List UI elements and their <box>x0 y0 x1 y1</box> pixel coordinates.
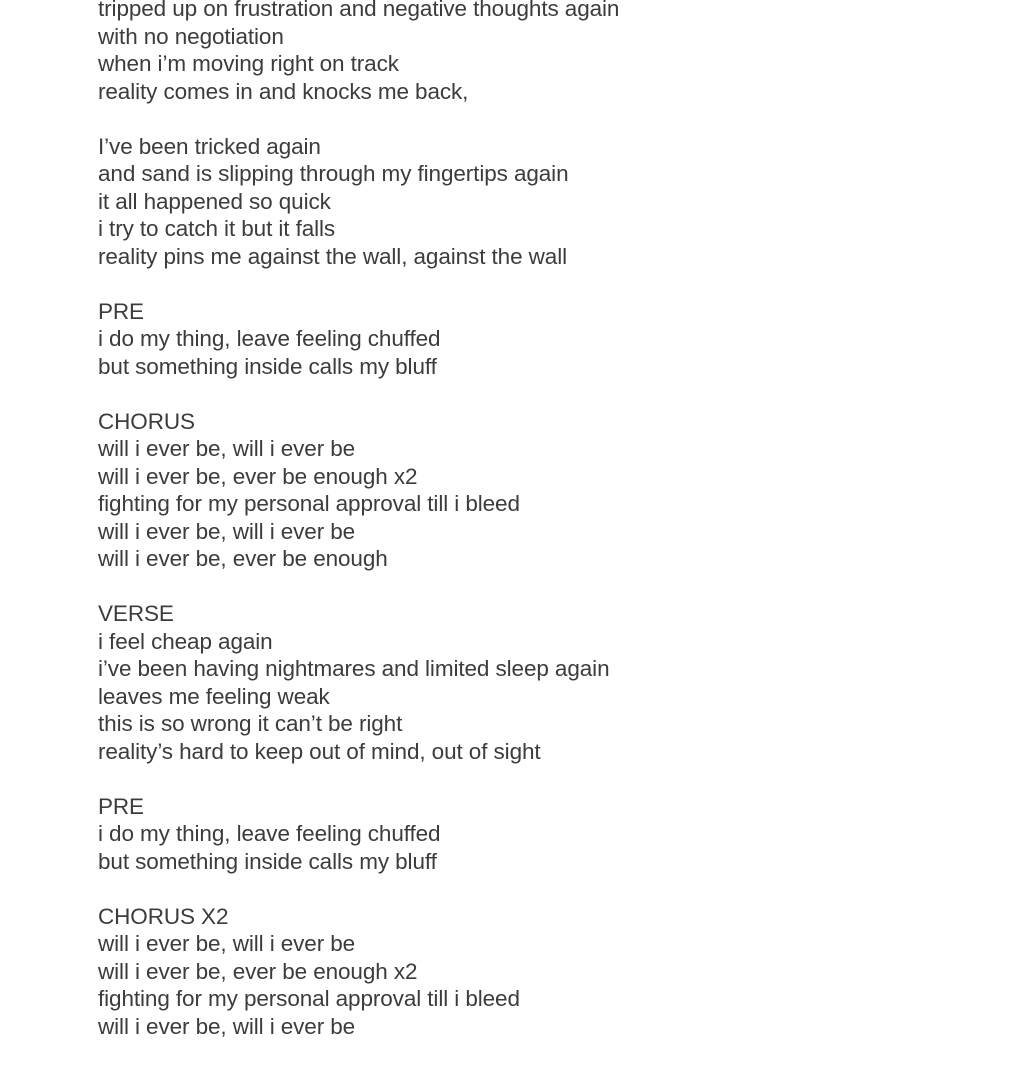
lyric-line: i’ve been having nightmares and limited sleep again <box>98 656 610 681</box>
lyric-line: i do my thing, leave feeling chuffed <box>98 821 441 846</box>
stanza-pre-1 <box>98 298 998 381</box>
section-heading: PRE <box>98 793 144 819</box>
lyric-line: but something inside calls my bluff <box>98 848 437 874</box>
lyric-line: tripped up on frustration and negative thoughts again <box>98 0 620 21</box>
lyric-line: will i ever be, will i ever be <box>98 931 356 956</box>
lyric-line: with no negotiation <box>98 23 284 49</box>
lyric-line: will i ever be, will i ever be <box>98 436 356 461</box>
lyric-line: but something inside calls my bluff <box>98 353 437 379</box>
stanza-pre-2 <box>98 793 998 876</box>
lyric-line: reality comes in and knocks me back, <box>98 78 469 104</box>
lyric-line: when i’m moving right on track <box>98 51 399 76</box>
stanza-intro-verse <box>98 0 998 105</box>
lyric-line: will i ever be, ever be enough x2 <box>98 958 418 984</box>
lyric-line: fighting for my personal approval till i bleed <box>98 491 520 516</box>
lyric-line: fighting for my personal approval till i bleed <box>98 986 520 1011</box>
section-heading: CHORUS X2 <box>98 903 229 929</box>
section-heading: VERSE <box>98 601 174 626</box>
section-heading: PRE <box>98 298 144 324</box>
lyric-line: will i ever be, ever be enough <box>98 546 388 571</box>
section-heading: CHORUS <box>98 408 195 434</box>
stanza-chorus-1 <box>98 408 998 573</box>
stanza-verse-continued <box>98 133 998 271</box>
lyric-line: reality’s hard to keep out of mind, out of sight <box>98 738 541 764</box>
lyric-line: will i ever be, will i ever be <box>98 518 356 544</box>
lyric-line: reality pins me against the wall, against the wall <box>98 243 567 269</box>
lyric-line: i do my thing, leave feeling chuffed <box>98 326 441 351</box>
stanza-chorus-x2 <box>98 903 998 1041</box>
lyrics-page <box>98 0 998 1068</box>
lyric-line: will i ever be, will i ever be <box>98 1013 356 1039</box>
lyric-line: and sand is slipping through my fingertips again <box>98 161 569 186</box>
lyric-line: leaves me feeling weak <box>98 683 330 709</box>
stanza-verse-2 <box>98 600 998 765</box>
lyric-line: it all happened so quick <box>98 188 331 214</box>
lyric-line: will i ever be, ever be enough x2 <box>98 463 418 489</box>
lyric-line: this is so wrong it can’t be right <box>98 711 403 736</box>
lyric-line: i try to catch it but it falls <box>98 216 336 241</box>
lyric-line: i feel cheap again <box>98 628 273 654</box>
lyric-line: I’ve been tricked again <box>98 133 321 159</box>
